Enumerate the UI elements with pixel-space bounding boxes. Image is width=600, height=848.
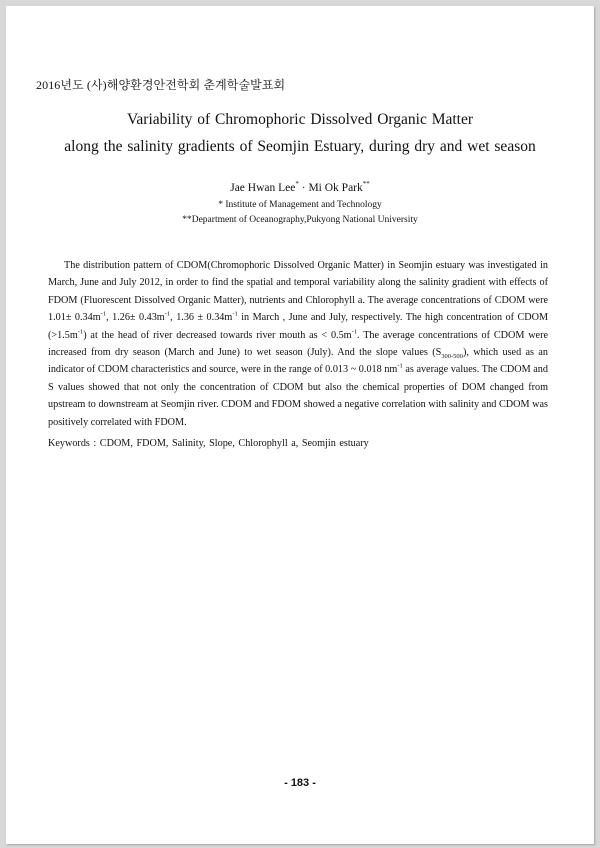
abstract-text: , 1.36 ± 0.34m bbox=[170, 312, 233, 324]
author-2-mark: ** bbox=[362, 180, 370, 188]
abstract-paragraph bbox=[48, 257, 548, 431]
affiliation-2: **Department of Oceanography,Pukyong National University bbox=[182, 215, 418, 225]
abstract-text: as average values. The CDOM and S values showed that not only the concentration of CDOM but also the chemical properties of DOM changed from upstream to downstream at Seomjin river. CDOM and FDOM showed a negative correlation with salinity and CDOM was positively correlated with FDOM. bbox=[48, 364, 548, 428]
abstract-text: ), which used as an indicator of CDOM characteristics and source, were in the range of 0.013 ~ 0.018 nm bbox=[48, 347, 548, 376]
superscript: -1 bbox=[77, 328, 84, 336]
keywords: Keywords : CDOM, FDOM, Salinity, Slope, Chlorophyll a, Seomjin estuary bbox=[48, 438, 369, 449]
author-2: Mi Ok Park bbox=[308, 181, 363, 194]
superscript: -1 bbox=[100, 310, 107, 318]
subscript: 300-500 bbox=[441, 353, 463, 361]
author-1-mark: * bbox=[295, 180, 299, 188]
abstract bbox=[48, 257, 548, 431]
superscript: -1 bbox=[232, 310, 238, 318]
title-line-2: along the salinity gradients of Seomjin Estuary, during dry and wet season bbox=[64, 138, 536, 155]
page bbox=[6, 6, 594, 844]
abstract-text: in March , June and July, respectively. The high concentration of CDOM (>1.5m bbox=[48, 312, 549, 341]
conference-header: 2016년도 (사)해양환경안전학회 춘계학술발표회 bbox=[36, 78, 286, 92]
abstract-text: ) at the head of river decreased towards river mouth as < 0.5m bbox=[83, 329, 352, 341]
author-1: Jae Hwan Lee bbox=[230, 181, 296, 194]
abstract-text: , 1.26± 0.43m bbox=[106, 312, 165, 324]
superscript: -1 bbox=[397, 363, 403, 371]
author-separator: · bbox=[298, 181, 309, 194]
page-number: - 183 - bbox=[284, 777, 316, 789]
title-line-1: Variability of Chromophoric Dissolved Organic Matter bbox=[126, 111, 474, 128]
authors bbox=[6, 180, 594, 194]
superscript: -1 bbox=[351, 328, 358, 336]
abstract-text: . The average concentrations of CDOM were increased from dry season (March and June) to wet season (July). And the slope values (S bbox=[48, 329, 548, 359]
superscript: -1 bbox=[164, 310, 171, 318]
affiliation-1: * Institute of Management and Technology bbox=[218, 200, 382, 210]
abstract-text: The distribution pattern of CDOM(Chromophoric Dissolved Organic Matter) in Seomjin estuary was investigated in March, June and July 2012, in order to find the spatial and temporal variability along the salinity gradient with effects of FDOM (Fluorescent Dissolved Organic Matter), nutrients and Chlorophyll a. The average concentrations of CDOM were 1.01± 0.34m bbox=[48, 260, 548, 324]
